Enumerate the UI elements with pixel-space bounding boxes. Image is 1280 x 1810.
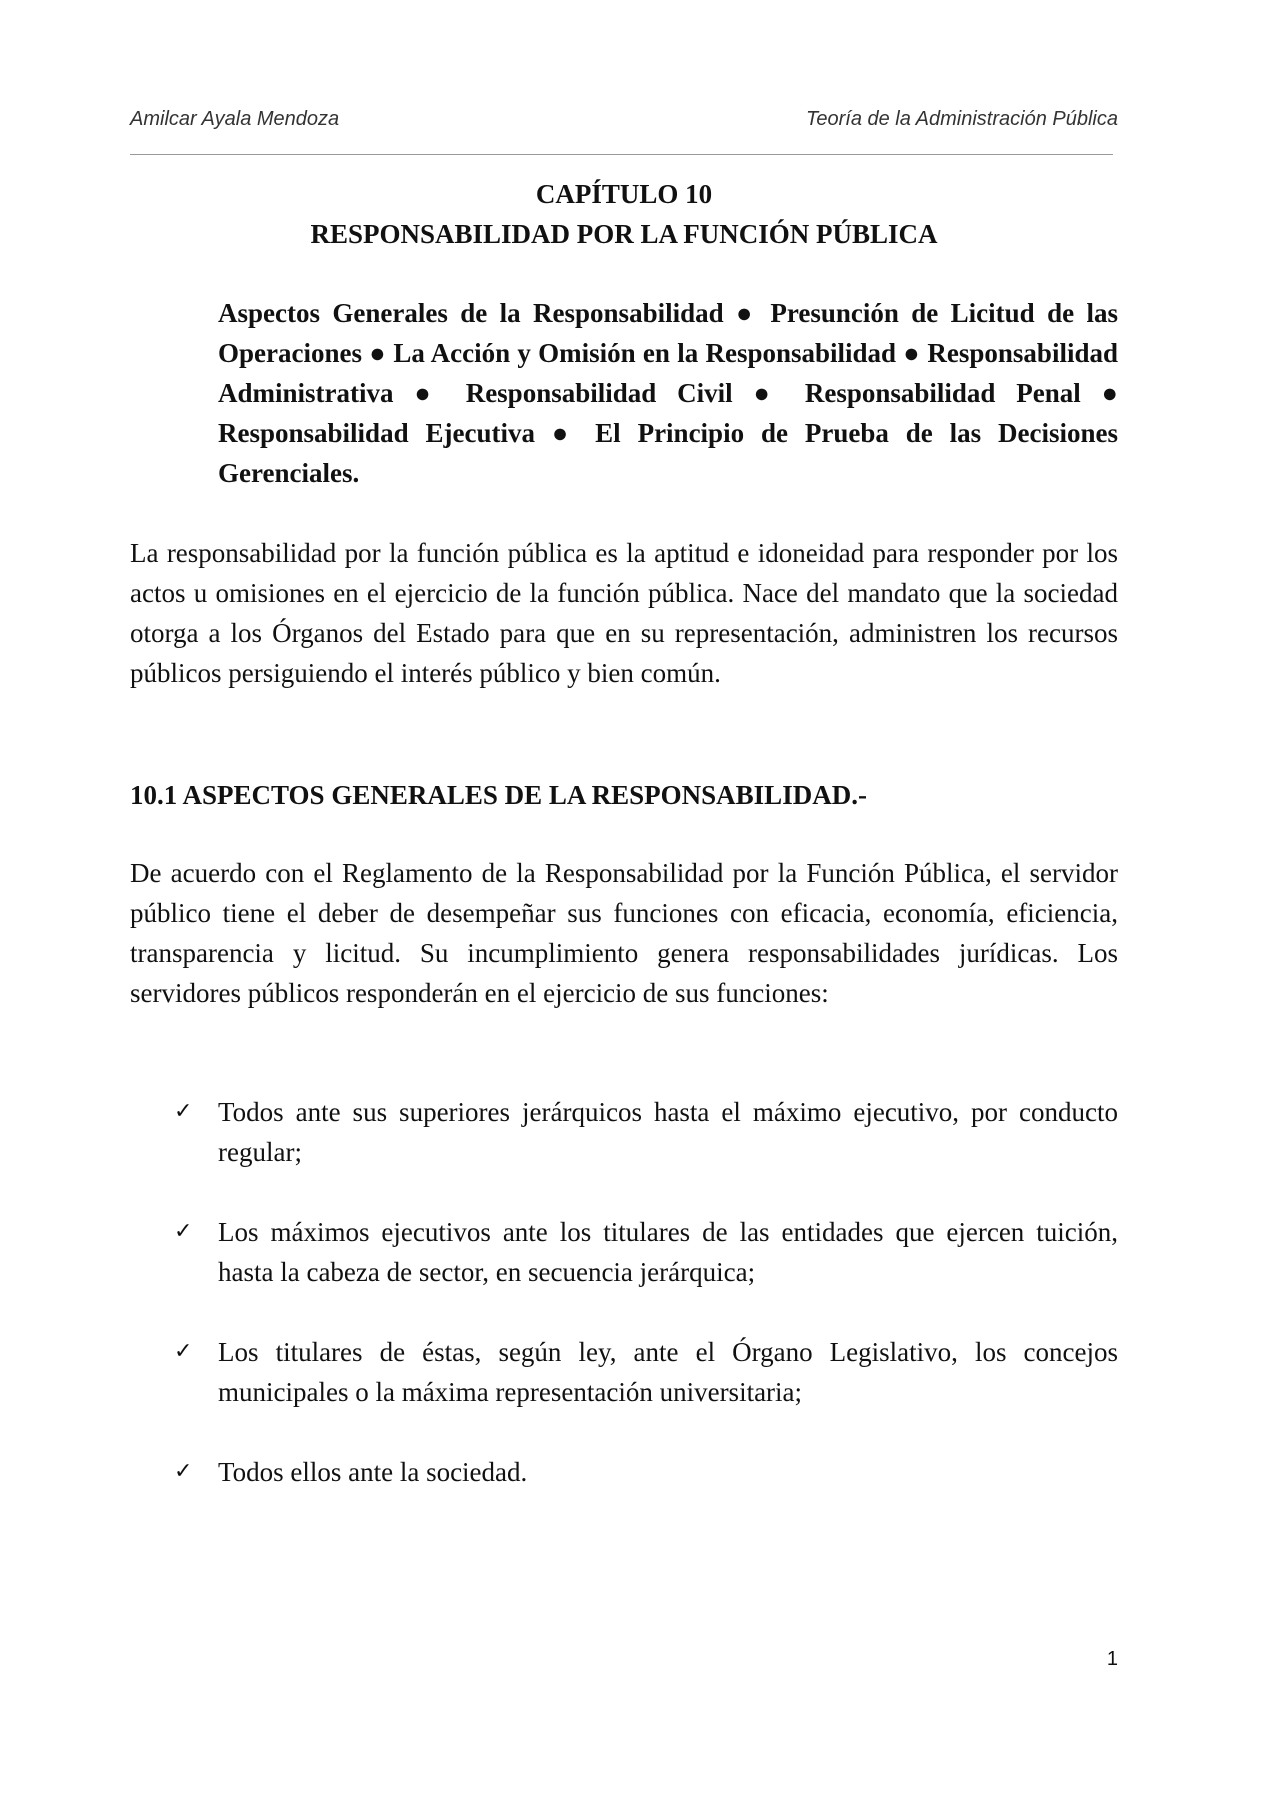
responsibility-list [130, 1092, 1118, 1532]
list-item [130, 1212, 1118, 1292]
header-book-title: Teoría de la Administración Pública [805, 108, 1118, 130]
page-number: 1 [1106, 1648, 1118, 1670]
list-item [130, 1452, 1118, 1492]
list-item [130, 1092, 1118, 1172]
list-item-text: Los máximos ejecutivos ante los titulares de las entidades que ejercen tuición, hasta la cabeza de sector, en secuencia jerárquica; [218, 1217, 1118, 1287]
chapter-summary: Aspectos Generales de la Responsabilidad ● Presunción de Licitud de las Operaciones ● La Acción y Omisión en la Responsabilidad ● Responsabilidad Administrativa ● Responsabilidad Civil ● Responsabilidad Penal ● Responsabilidad Ejecutiva ● El Principio de Prueba de las Decisiones Gerenciales. [218, 298, 1118, 488]
check-icon: ✓ [174, 1219, 193, 1244]
intro-paragraph: La responsabilidad por la función pública es la aptitud e idoneidad para responder por los actos u omisiones en el ejercicio de la función pública. Nace del mandato que la sociedad otorga a los Órganos del Estado para que en su representación, administren los recursos públicos persiguiendo el interés público y bien común. [130, 538, 1118, 688]
header-divider [130, 154, 1113, 155]
check-icon: ✓ [174, 1459, 193, 1484]
chapter-title: RESPONSABILIDAD POR LA FUNCIÓN PÚBLICA [310, 219, 938, 249]
document-page [130, 0, 1118, 1810]
list-item-text: Todos ellos ante la sociedad. [218, 1457, 528, 1487]
chapter-title-block [130, 174, 1118, 254]
page-header [130, 108, 1118, 132]
list-item-text: Los titulares de éstas, según ley, ante el Órgano Legislativo, los concejos municipales o la máxima representación universitaria; [218, 1337, 1118, 1407]
check-icon: ✓ [174, 1339, 193, 1364]
chapter-number: CAPÍTULO 10 [535, 179, 713, 209]
list-item-text: Todos ante sus superiores jerárquicos hasta el máximo ejecutivo, por conducto regular; [218, 1097, 1118, 1167]
header-author: Amilcar Ayala Mendoza [130, 108, 340, 130]
section-heading: 10.1 ASPECTOS GENERALES DE LA RESPONSABILIDAD.- [130, 780, 867, 810]
section-paragraph: De acuerdo con el Reglamento de la Responsabilidad por la Función Pública, el servidor público tiene el deber de desempeñar sus funciones con eficacia, economía, eficiencia, transparencia y licitud. Su incumplimiento genera responsabilidades jurídicas. Los servidores públicos responderán en el ejercicio de sus funciones: [130, 858, 1118, 1008]
list-item [130, 1332, 1118, 1412]
check-icon: ✓ [174, 1099, 193, 1124]
